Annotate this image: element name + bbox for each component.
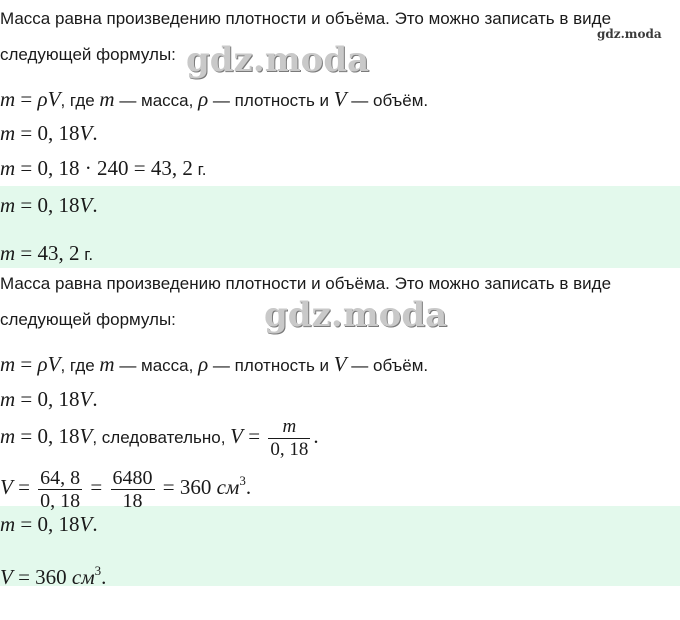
fraction: $\frac{m}{0, 18}$ [270, 416, 309, 461]
intro-text: следующей формулы: [0, 45, 176, 64]
equation-line: m = 0, 18V, следовательно, V = $\frac{m}{0, 18}$ . [0, 416, 319, 461]
fraction: $\frac{64, 8}{0, 18}$ [40, 467, 81, 513]
equation-line: m = 0, 18V. [0, 121, 98, 145]
intro-text: Масса равна произведению плотности и объёма. Это можно записать в виде [0, 274, 612, 293]
equation-line: m = 0, 18 · 240 = 43, 2 г. [0, 156, 207, 180]
intro-text: следующей формулы: [0, 310, 176, 329]
equation-line: m = 0, 18V. [0, 387, 98, 411]
fraction: $\frac{6480}{18}$ [112, 467, 153, 513]
answer-line: m = 43, 2 г. [0, 241, 94, 265]
equation-line: V = $\frac{64, 8}{0, 18}$ = $\frac{6480}{18}$ = 360 $см^3$. [0, 467, 252, 513]
answer-line: m = 0, 18V. [0, 193, 98, 217]
formula-line: m = ρV, где m — масса, ρ — плотность и V — объём. [0, 87, 429, 111]
answer-band-1 [0, 186, 680, 268]
intro-text: Масса равна произведению плотности и объёма. Это можно записать в виде [0, 9, 612, 28]
answer-line: V = 360 $см^3$. [0, 563, 107, 589]
watermark-logo: gdz.moda [186, 40, 370, 80]
answer-line: m = 0, 18V. [0, 512, 98, 536]
formula-line: m = ρV, где m — масса, ρ — плотность и V — объём. [0, 352, 429, 376]
watermark-small: gdz.moda [597, 27, 662, 41]
watermark-logo: gdz.moda [264, 295, 448, 335]
